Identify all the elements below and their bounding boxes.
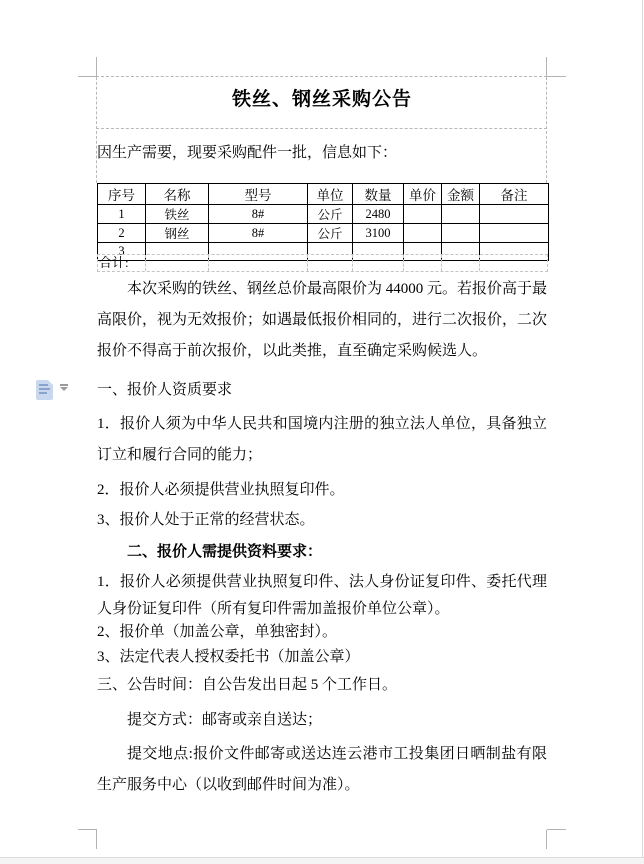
section1-item1: 1．报价人须为中华人民共和国境内注册的独立法人单位，具备独立订立和履行合同的能力； <box>97 416 547 463</box>
section2-heading: 二、报价人需提供资料要求： <box>127 544 323 560</box>
text-boundary-title-bottom <box>96 128 547 129</box>
crop-mark-top-right-h <box>547 76 566 77</box>
cell: 公斤 <box>308 224 353 243</box>
total-cell <box>308 255 353 271</box>
crop-mark-top-left-h <box>78 76 97 77</box>
col-header: 名称 <box>146 184 209 205</box>
col-header: 数量 <box>353 184 404 205</box>
cell <box>480 205 549 224</box>
intro-paragraph: 因生产需要，现要采购配件一批，信息如下： <box>97 145 398 161</box>
chevron-down-icon <box>60 387 68 391</box>
paste-options-icon <box>36 380 53 400</box>
page-right-edge <box>642 0 643 863</box>
text-boundary-top <box>96 76 547 77</box>
cell <box>404 205 442 224</box>
col-header: 单价 <box>404 184 442 205</box>
section2-item1: 1．报价人必须提供营业执照复印件、法人身份证复印件、委托代理人身份证复印件（所有复印件需加盖报价单位公章）。 <box>97 574 547 617</box>
paste-options-button[interactable] <box>36 380 70 402</box>
section2-item2: 2、报价单（加盖公章，单独密封）。 <box>97 624 338 640</box>
total-cell <box>146 255 209 271</box>
items-table <box>97 183 549 261</box>
cell: 铁丝 <box>146 205 209 224</box>
col-header: 备注 <box>480 184 549 205</box>
total-cell <box>404 255 442 271</box>
cell: 2 <box>98 224 146 243</box>
section1-item2: 2．报价人必须提供营业执照复印件。 <box>97 482 345 498</box>
section1-item3: 3、报价人处于正常的经营状态。 <box>97 512 315 528</box>
cell: 公斤 <box>308 205 353 224</box>
total-cell <box>353 255 404 271</box>
cell: 2480 <box>353 205 404 224</box>
paragraph-submit-method: 提交方式：邮寄或亲自送达； <box>127 712 323 728</box>
crop-mark-bottom-right-h <box>547 829 566 830</box>
cell: 8# <box>209 224 308 243</box>
crop-mark-top-right-v <box>546 57 547 76</box>
dropdown-arrow-icon <box>60 384 68 386</box>
cell <box>442 224 480 243</box>
col-header: 金额 <box>442 184 480 205</box>
crop-mark-top-left-v <box>96 57 97 76</box>
cell <box>404 224 442 243</box>
total-cell <box>209 255 308 271</box>
cell: 钢丝 <box>146 224 209 243</box>
col-header: 单位 <box>308 184 353 205</box>
total-label: 合计: <box>98 255 146 271</box>
col-header: 型号 <box>209 184 308 205</box>
cell: 3100 <box>353 224 404 243</box>
total-cell <box>442 255 480 271</box>
col-header: 序号 <box>98 184 146 205</box>
cell: 3 <box>98 243 146 261</box>
paragraph-price-limit: 本次采购的铁丝、钢丝总价最高限价为 44000 元。若报价高于最高限价，视为无效报价；如遇最低报价相同的，进行二次报价，二次报价不得高于前次报价，以此类推，直至确定采购候选人。 <box>97 281 548 359</box>
cell: 1 <box>98 205 146 224</box>
crop-mark-bottom-left-v <box>96 830 97 849</box>
crop-mark-bottom-right-v <box>546 830 547 849</box>
cell: 8# <box>209 205 308 224</box>
table-total-row <box>97 254 548 272</box>
crop-mark-bottom-left-h <box>78 829 97 830</box>
cell <box>442 205 480 224</box>
section1-heading: 一、报价人资质要求 <box>97 382 233 398</box>
table-header-row <box>98 184 549 205</box>
total-cell <box>480 255 547 271</box>
cell <box>480 224 549 243</box>
section2-item3: 3、法定代表人授权委托书（加盖公章） <box>97 649 360 665</box>
section3-heading: 三、公告时间：自公告发出日起 5 个工作日。 <box>97 677 398 693</box>
table-row <box>98 205 549 224</box>
document-title: 铁丝、钢丝采购公告 <box>231 89 412 110</box>
table-row <box>98 224 549 243</box>
paragraph-submit-place: 提交地点:报价文件邮寄或送达连云港市工投集团日晒制盐有限生产服务中心（以收到邮件时间为准）。 <box>97 746 547 793</box>
